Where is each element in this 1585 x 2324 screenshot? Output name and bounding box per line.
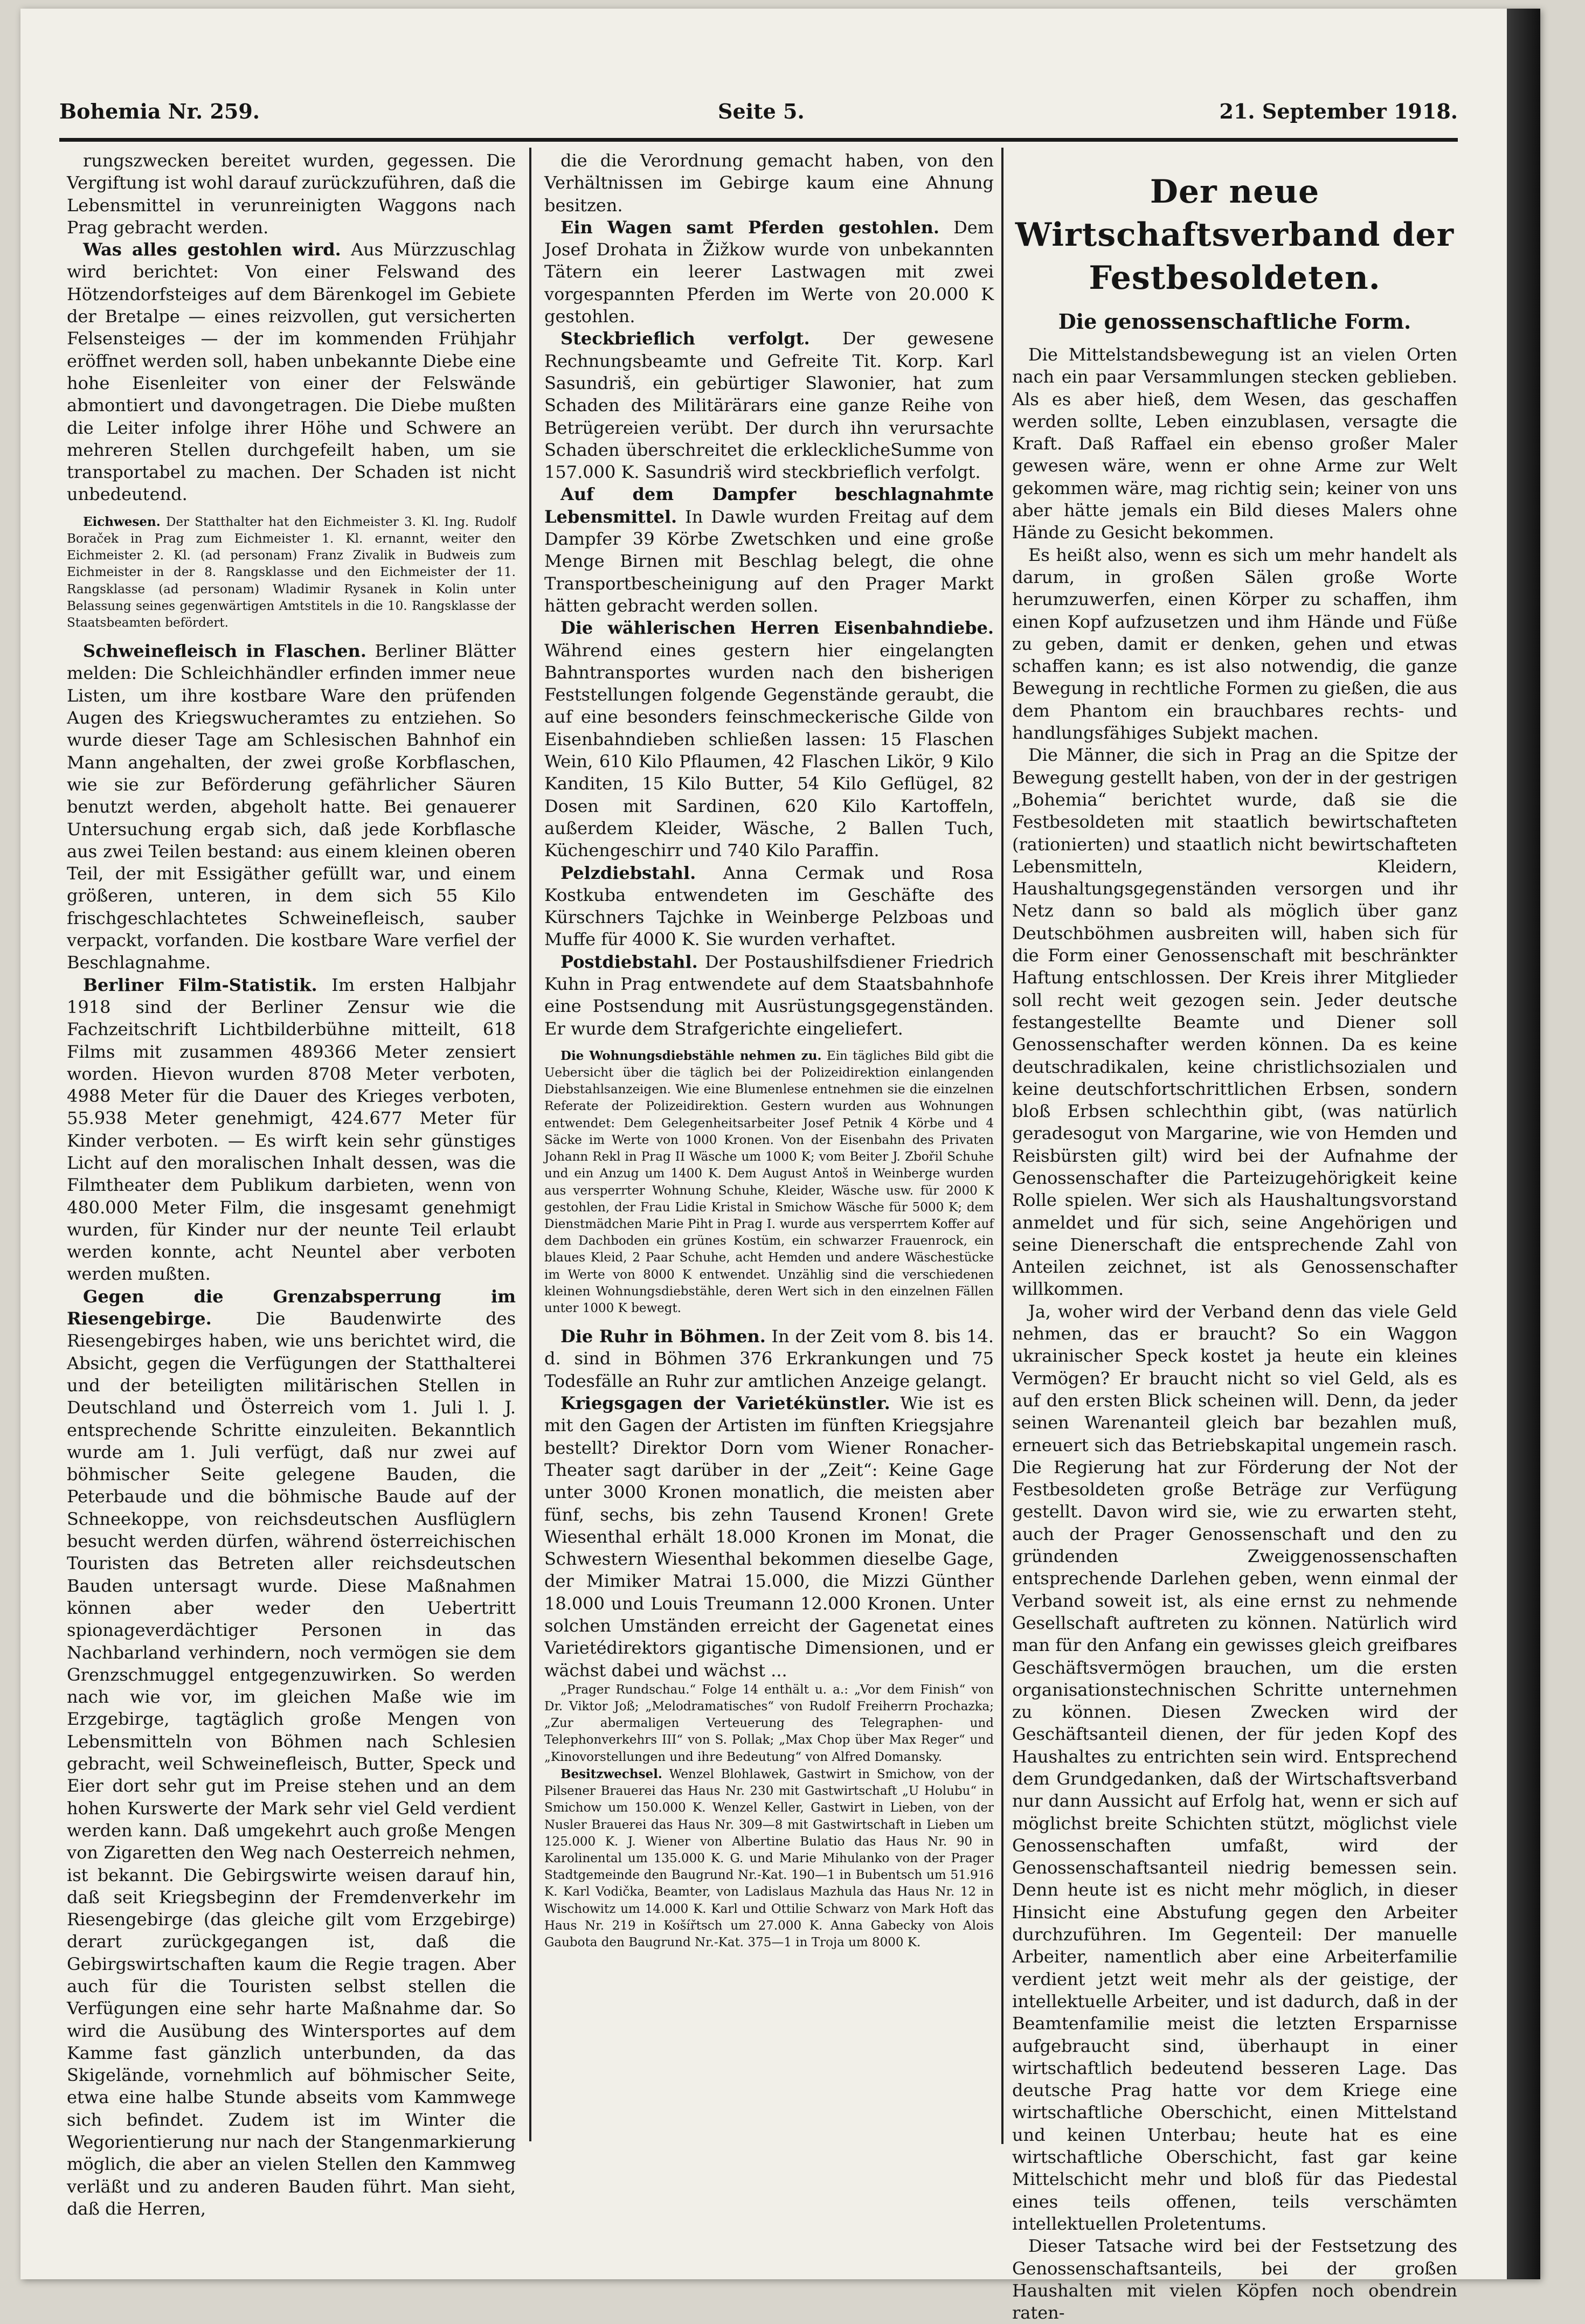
page-binding-edge xyxy=(1507,9,1540,2279)
article-paragraph: die die Verordnung gemacht haben, von den Verhältnissen im Gebirge kaum eine Ahnung besitzen. xyxy=(544,150,994,216)
item-heading: Ein Wagen samt Pferden gestohlen. xyxy=(560,217,940,238)
column-1 xyxy=(67,150,516,2219)
newspaper-page xyxy=(20,9,1540,2323)
column-divider xyxy=(529,148,531,2141)
news-item xyxy=(544,617,994,862)
publication-notice: „Prager Rundschau.“ Folge 14 enthält u. a.: „Vor dem Finish“ von Dr. Viktor Joß; „Melodramatisches“ von Rudolf Freiherrn Prochazka; „Zur abermaligen Verteuerung des Telegraphen- und Telephonverkehrs III“ von S. Pollak; „Max Chop über Max Reger“ und „Kinovorstellungen und ihre Bedeutung“ von Alfred Domansky. xyxy=(544,1682,994,1764)
item-heading: Pelzdiebstahl. xyxy=(560,862,696,883)
item-text: In der Zeit vom 8. bis 14. d. sind in Böhmen 376 Erkrankungen und 75 Todesfälle an Ruhr zur amtlichen Anzeige gelangt. xyxy=(544,1326,994,1391)
article-headline: Der neue Wirtschaftsverband der Festbesoldeten. xyxy=(1015,173,1455,297)
article-paragraph: Es heißt also, wenn es sich um mehr handelt als darum, in großen Sälen große Worte herumzuwerfen, einen Körper zu schaffen, ihm einen Kopf aufzusetzen und ihm Hände und Füße zu geben, damit er denken, gehen und etwas schaffen kann; es ist also notwendig, die ganze Bewegung in rechtliche Formen zu gießen, die aus dem Phantom ein brauchbares rechts- und handlungsfähiges Subjekt machen. xyxy=(1012,544,1457,744)
item-heading: Die wählerischen Herren Eisenbahndiebe. xyxy=(560,618,994,639)
article-paragraph: Die Mittelstandsbewegung ist an vielen Orten nach ein paar Versammlungen stecken geblieben. Als es aber hieß, dem Wesen, das geschaffen werden sollte, Leben einzublasen, versagte die Kraft. Daß Raffael ein ebenso großer Maler gewesen wäre, wenn er ohne Arme zur Welt gekommen wäre, mag richtig sein; keiner von uns aber hätte jemals ein Bild dieses Malers ohne Hände zu Gesicht bekommen. xyxy=(1012,344,1457,543)
article-paragraph: Ja, woher wird der Verband denn das viele Geld nehmen, das er braucht? So ein Waggon ukrainischer Speck kostet ja heute ein kleines Vermögen? Er braucht nicht so viel Geld, als es auf den ersten Blick scheinen will. Denn, da jeder seinen Warenanteil gleich bar bezahlen muß, erneuert sich das Betriebskapital ungemein rasch. Die Regierung hat zur Förderung der Not der Festbesoldeten große Beträge zur Verfügung gestellt. Davon wird sie, wie zu erwarten steht, auch der Prager Genossenschaft und den zu gründenden Zweiggenossenschaften entsprechende Darlehen geben, wenn einmal der Verband soweit ist, als eine ernst zu nehmende Gesellschaft auftreten zu können. Natürlich wird man für den Anfang ein gewisses gleich greifbares Geschäftsvermögen brauchen, um die ersten organisationstechnischen Schritte unternehmen zu können. Diesen Zwecken wird der Geschäftsanteil dienen, der für jeden Kopf des Haushaltes zu entrichten sein wird. Entsprechend dem Grundgedanken, daß der Wirtschaftsverband nur dann Aussicht auf Erfolg hat, wenn er sich auf möglichst breite Schichten stützt, möglichst viele Genossenschaften umfaßt, wird der Genossenschaftsanteil niedrig bemessen sein. Denn heute ist es nicht mehr möglich, in dieser Hinsicht eine Abstufung gegen den Arbeiter durchzuführen. Im Gegenteil: Der manuelle Arbeiter, namentlich aber eine Arbeiterfamilie verdient jetzt weit mehr als der geistige, der intellektuelle Arbeiter, und ist dadurch, daß in der Beamtenfamilie meist die letzten Ersparnisse aufgebraucht sind, überhaupt in einer wirtschaftlich bedeutend besseren Lage. Das deutsche Prag hatte vor dem Kriege eine wirtschaftliche Oberschicht, einen Mittelstand und keinen Unterbau; heute hat es eine wirtschaftliche Oberschicht, fast gar keine Mittelschicht mehr und bloß für das Piedestal eines teils offenen, teils verschämten intellektuellen Proletentums. xyxy=(1012,1301,1457,2234)
item-heading: Was alles gestohlen wird. xyxy=(83,239,341,260)
item-heading: Besitzwechsel. xyxy=(560,1766,662,1781)
item-heading: Die Ruhr in Böhmen. xyxy=(560,1326,766,1347)
header-rule xyxy=(59,138,1458,142)
item-heading: Kriegsgagen der Varietékünstler. xyxy=(560,1393,890,1414)
article-paragraph: rungszwecken bereitet wurden, gegessen. Die Vergiftung ist wohl darauf zurückzuführen, daß die Lebensmittel in verunreinigten Waggons nach Prag gebracht werden. xyxy=(67,150,516,238)
item-text: In Dawle wurden Freitag auf dem Dampfer 39 Körbe Zwetschken und eine große Menge Birnen mit Beschlag belegt, die ohne Transportbescheinigung auf den Prager Markt hätten gebracht werden sollen. xyxy=(544,506,994,616)
item-heading: Steckbrieflich verfolgt. xyxy=(560,328,810,349)
item-text: Ein tägliches Bild gibt die Uebersicht über die täglich bei der Polizeidirektion einlangenden Diebstahlsanzeigen. Wie eine Blumenlese entnehmen sie die einzelnen Referate der Polizeidirektion. Gestern wurden aus Wohnungen entwendet: Dem Gelegenheitsarbeiter Josef Petnik 4 Körbe und 4 Säcke im Werte von 1000 Kronen. Von der Eisenbahn des Privaten Johann Rekl in Prag II Wäsche um 1000 K; vom Beiter J. Zbořil Schuhe und ein Anzug um 1400 K. Dem August Antoš in Weinberge wurden aus versperrter Wohnung Schuhe, Kleider, Wäsche usw. für 2000 K gestohlen, der Frau Lidie Kristal in Smichow Wäsche für 5000 K; dem Dienstmädchen Marie Piht in Prag I. wurde aus versperrtem Koffer auf dem Dachboden ein grünes Kostüm, ein schwarzer Frauenrock, ein blaues Kleid, 2 Paar Schuhe, acht Hemden und andere Wäschestücke im Werte von 8000 K entwendet. Unzählig sind die verschiedenen kleinen Wohnungsdiebstähle, deren Wert sich in den einzelnen Fällen unter 1000 K bewegt. xyxy=(544,1049,994,1315)
column-divider xyxy=(1001,148,1003,2144)
news-item xyxy=(67,239,516,506)
item-text: Während eines gestern hier eingelangten Bahntransportes wurden nach den bisherigen Feststellungen folgende Gegenstände geraubt, die auf eine besonders feinschmeckerische Gilde von Eisenbahndieben schließen lassen: 15 Flaschen Wein, 610 Kilo Pflaumen, 42 Flaschen Likör, 9 Kilo Kanditen, 15 Kilo Butter, 54 Kilo Geflügel, 82 Dosen mit Sardinen, 620 Kilo Kartoffeln, außerdem Kleider, Wäsche, 2 Ballen Tuch, Küchengeschirr und 740 Kilo Paraffin. xyxy=(544,640,994,861)
page-number: Seite 5. xyxy=(718,99,805,123)
item-heading: Postdiebstahl. xyxy=(560,951,698,972)
column-2 xyxy=(544,150,994,2146)
item-heading: Gegen die Grenzabsperrung im Riesengebirge. xyxy=(67,1286,516,1329)
article-subheadline: Die genossenschaftliche Form. xyxy=(1058,309,1411,334)
news-item xyxy=(544,1392,994,1682)
news-item xyxy=(544,483,994,617)
news-item xyxy=(544,1766,994,1951)
issue-date: 21. September 1918. xyxy=(1219,99,1458,123)
news-item xyxy=(67,640,516,974)
news-item xyxy=(544,217,994,328)
news-item xyxy=(67,974,516,1286)
article-paragraph: Dieser Tatsache wird bei der Festsetzung des Genossenschaftsanteils, bei der großen Haushalten mit vielen Köpfen noch obendrein raten- xyxy=(1012,2236,1457,2323)
item-text: Berliner Blätter melden: Die Schleichhändler erfinden immer neue Listen, um ihre kostbare Ware den prüfenden Augen des Kriegswucheramtes zu entziehen. So wurde dieser Tage am Schlesischen Bahnhof ein Mann angehalten, der zwei große Korbflaschen, wie sie zur Beförderung gefährlicher Säuren benutzt werden, abgeholt hatte. Bei genauerer Untersuchung ergab sich, daß jede Korbflasche aus zwei Teilen bestand: aus einem kleinen oberen Teil, der mit Essigäther gefüllt war, und einem größeren, unteren, in dem sich 55 Kilo frischgeschlachtetes Schweinefleisch, sauber verpackt, vorfanden. Die kostbare Ware verfiel der Beschlagnahme. xyxy=(67,641,516,973)
news-item xyxy=(67,1286,516,2220)
news-item xyxy=(544,951,994,1040)
masthead-issue: Bohemia Nr. 259. xyxy=(59,99,260,123)
item-text: Anna Cermak und Rosa Kostkuba entwendeten im Geschäfte des Kürschners Tajchke in Weinberge Pelzboas und Muffe für 4000 K. Sie wurden verhaftet. xyxy=(544,862,994,950)
item-text: Der Statthalter hat den Eichmeister 3. Kl. Ing. Rudolf Boraček in Prag zum Eichmeister 1. Kl. ernannt, weiter den Eichmeister 2. Kl. (ad personam) Franz Zivalik in Budweis zum Eichmeister in der 8. Rangsklasse und den Eichmeister der 11. Rangsklasse (ad personam) Wladimir Rysanek in Kolin unter Belassung seines gegenwärtigen Amtstitels in die 10. Rangsklasse der Staatsbeamten befördert. xyxy=(67,515,516,630)
item-text: Der Postaushilfsdiener Friedrich Kuhn in Prag entwendete auf dem Staatsbahnhofe eine Postsendung mit Ausrüstungsgegenständen. Er wurde dem Strafgerichte eingeliefert. xyxy=(544,951,994,1039)
item-heading: Auf dem Dampfer beschlagnahmte Lebensmittel. xyxy=(544,484,994,527)
news-item xyxy=(544,1047,994,1317)
article-paragraph: Die Männer, die sich in Prag an die Spitze der Bewegung gestellt haben, von der in der gestrigen „Bohemia“ berichtet wurde, daß sie die Festbesoldeten mit staatlich bewirtschafteten (rationierten) und staatlich nicht bewirtschafteten Lebensmitteln, Kleidern, Haushaltungsgegenständen versorgen und ihr Netz dann so bald als möglich über ganz Deutschböhmen ausbreiten will, haben sich für die Form einer Genossenschaft mit beschränkter Haftung entschlossen. Der Kreis ihrer Mitglieder soll recht weit gezogen sein. Jeder deutsche festangestellte Beamte und Diener soll Genossenschafter werden können. Da es keine deutschradikalen, keine christlichsozialen und keine deutschfortschrittlichen Erbsen, sondern bloß Erbsen schlechthin gibt, (was natürlich geradesogut von Margarine, wie von Hemden und Reisbürsten gilt) wird bei der Aufnahme der Genossenschafter die Parteizugehörigkeit keine Rolle spielen. Wer sich als Haushaltungsvorstand anmeldet und für sich, seine Angehörigen und seine Dienerschaft die entsprechende Zahl von Anteilen zeichnet, ist als Genossenschafter willkommen. xyxy=(1012,745,1457,1300)
item-text: Wie ist es mit den Gagen der Artisten im fünften Kriegsjahre bestellt? Direktor Dorn vom Wiener Ronacher-Theater sagt darüber in der „Zeit“: Keine Gage unter 3000 Kronen monatlich, die meisten aber fünf, sechs, bis zehn Tausend Kronen! Grete Wiesenthal erhält 18.000 Kronen im Monat, die Schwestern Wiesenthal bekommen dieselbe Gage, der Mimiker Matrai 15.000, die Mizzi Günther 18.000 und Louis Treumann 12.000 Kronen. Unter solchen Umständen erreicht der Gagenetat eines Varietédirektors gigantische Dimensionen, und er wächst dabei und wächst ... xyxy=(544,1393,994,1681)
column-3 xyxy=(1012,150,1457,2323)
item-text: Dem Josef Drohata in Žižkow wurde von unbekannten Tätern ein leerer Lastwagen mit zwei vorgespannten Pferden im Werte von 20.000 K gestohlen. xyxy=(544,217,994,327)
item-text: Wenzel Blohlawek, Gastwirt in Smichow, von der Pilsener Brauerei das Haus Nr. 230 mit Gastwirtschaft „U Holubu“ in Smichow um 150.000 K. Wenzel Keller, Gastwirt in Lieben, von der Nusler Brauerei das Haus Nr. 309—8 mit Gastwirtschaft in Lieben um 125.000 K. J. Wiener von Albertine Bulatio das Haus Nr. 90 in Karolinental um 135.000 K. G. und Marie Mihulanko von der Prager Stadtgemeinde den Baugrund Nr.-Kat. 190—1 in Bubentsch um 51.916 K. Karl Vodička, Beamter, von Ladislaus Mazhula das Haus Nr. 12 in Wischowitz um 14.000 K. Karl und Ottilie Schwarz von Mark Hoft das Haus Nr. 219 in Košířtsch um 27.000 K. Anna Gabecky von Alois Gaubota den Baugrund Nr.-Kat. 375—1 in Troja um 8000 K. xyxy=(544,1767,994,1950)
item-text: Der gewesene Rechnungsbeamte und Gefreite Tit. Korp. Karl Sasundriš, ein gebürtiger Slawonier, hat zum Schaden des Militärärars eine ganze Reihe von Betrügereien verübt. Der durch ihn verursachte Schaden überschreitet die erklecklicheSumme von 157.000 K. Sasundriš wird steckbrieflich verfolgt. xyxy=(544,328,994,483)
page-header xyxy=(59,99,1458,131)
item-heading: Die Wohnungsdiebstähle nehmen zu. xyxy=(560,1048,822,1063)
news-item xyxy=(544,328,994,483)
item-heading: Berliner Film-Statistik. xyxy=(83,974,317,995)
news-item xyxy=(544,1326,994,1392)
item-text: Die Baudenwirte des Riesengebirges haben, wie uns berichtet wird, die Absicht, gegen die Verfügungen der Statthalterei und der beteiligten militärischen Stellen in Deutschland und Österreich vom 1. Juli l. J. entsprechende Schritte einzuleiten. Bekanntlich wurde am 1. Juli verfügt, daß nur zwei auf böhmischer Seite gelegene Bauden, die Peterbaude und die böhmische Baude auf der Schneekoppe, von reichsdeutschen Ausflüglern besucht werden dürfen, während österreichischen Touristen das Betreten aller reichsdeutschen Bauden untersagt wurde. Diese Maßnahmen können aber weder den Uebertritt spionageverdächtiger Personen in das Nachbarland verhindern, noch vermögen sie dem Grenzschmuggel entgegenzuwirken. So werden nach wie vor, im gleichen Maße wie im Erzgebirge, tagtäglich große Mengen von Lebensmitteln von Böhmen nach Schlesien gebracht, weil Schweinefleisch, Butter, Speck und Eier dort sehr gut im Preise stehen und an dem hohen Kurswerte der Mark sehr viel Geld verdient werden kann. Daß umgekehrt auch große Mengen von Zigaretten den Weg nach Oesterreich nehmen, ist bekannt. Die Gebirgswirte weisen darauf hin, daß seit Kriegsbeginn der Fremdenverkehr im Riesengebirge (das gleiche gilt vom Erzgebirge) derart zurückgegangen ist, daß die Gebirgswirtschaften kaum die Regie tragen. Aber auch für die Touristen selbst stellen die Verfügungen eine sehr harte Maßnahme dar. So wird die Ausübung des Wintersportes auf dem Kamme fast gänzlich unterbunden, da das Skigelände, vornehmlich auf böhmischer Seite, etwa eine halbe Stunde abseits vom Kammwege sich befindet. Zudem ist im Winter die Wegorientierung nur nach der Stangenmarkierung möglich, die aber an vielen Stellen den Kammweg verläßt und zu anderen Bauden führt. Man sieht, daß die Herren, xyxy=(67,1308,516,2219)
news-item xyxy=(544,862,994,951)
news-item xyxy=(67,514,516,632)
item-heading: Eichwesen. xyxy=(83,514,161,529)
item-text: Aus Mürzzuschlag wird berichtet: Von einer Felswand des Hötzendorfsteiges auf dem Bärenkogel im Gebiete der Bretalpe — eines reizvollen, gut versicherten Felsensteiges — der im kommenden Frühjahr eröffnet werden soll, haben unbekannte Diebe eine hohe Eisenleiter von einer der Felswände abmontiert und davongetragen. Die Diebe mußten die Leiter infolge ihrer Höhe und Schwere an mehreren Stellen durchgefeilt haben, um sie transportabel zu machen. Der Schaden ist nicht unbedeutend. xyxy=(67,239,516,505)
item-heading: Schweinefleisch in Flaschen. xyxy=(83,641,366,662)
item-text: Im ersten Halbjahr 1918 sind der Berliner Zensur wie die Fachzeitschrift Lichtbilderbühne mitteilt, 618 Films mit zusammen 489366 Meter zensiert worden. Hievon wurden 8708 Meter verboten, 4988 Meter für die Dauer des Krieges verboten, 55.938 Meter genehmigt, 424.677 Meter für Kinder verboten. — Es wirft kein sehr günstiges Licht auf den moralischen Inhalt dessen, was die Filmtheater dem Publikum darbieten, wenn von 480.000 Meter Film, die insgesamt genehmigt wurden, für Kinder nur der neunte Teil erlaubt werden konnte, acht Neuntel aber verboten werden mußten. xyxy=(67,974,516,1285)
